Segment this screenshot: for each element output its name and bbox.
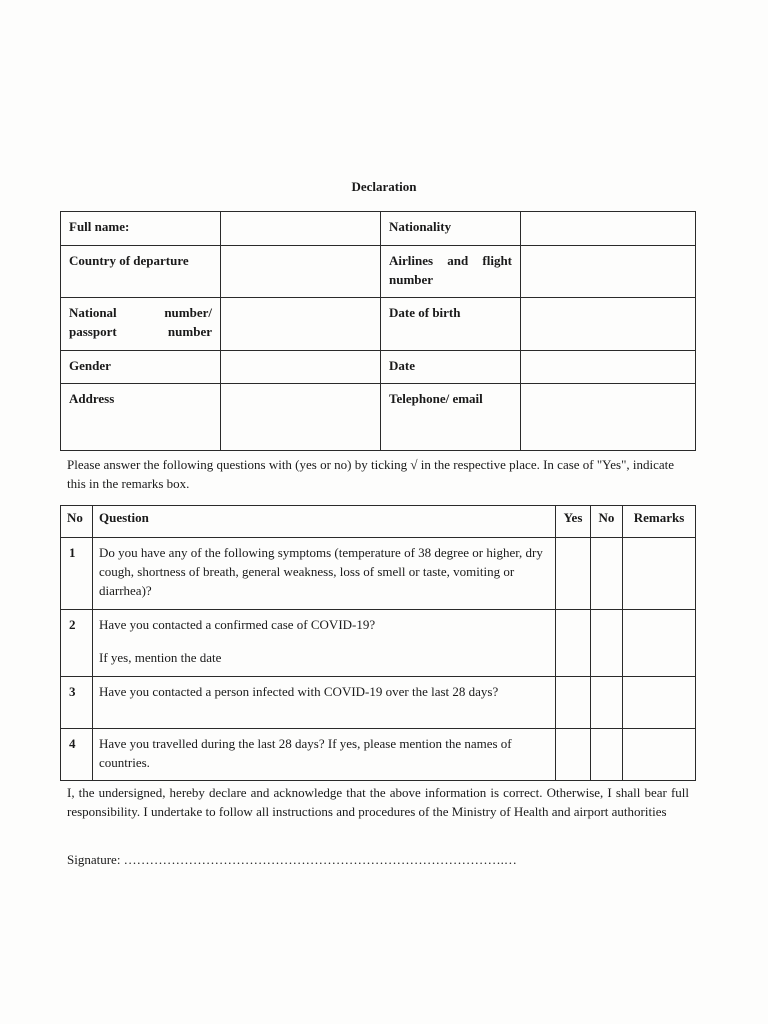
question-text (93, 610, 556, 677)
questions-table (60, 505, 696, 781)
header-no-answer: No (591, 506, 623, 538)
question-row (61, 538, 696, 610)
header-yes: Yes (556, 506, 591, 538)
question-number: 2 (61, 610, 93, 677)
airlines-flight-field[interactable] (521, 246, 696, 298)
yes-checkbox-cell[interactable] (556, 729, 591, 781)
question-main-text: Have you contacted a confirmed case of COVID-19? (99, 617, 376, 632)
question-sub-text: If yes, mention the date (99, 650, 222, 665)
question-number: 3 (61, 677, 93, 729)
document-title: Declaration (351, 179, 417, 194)
declaration-text: I, the undersigned, hereby declare and acknowledge that the above information is correct. Otherwise, I shall bear full responsibility. I undertake to follow all instructions and procedures of the Ministry of Health and airport authorities (67, 785, 689, 819)
info-row-departure (61, 246, 696, 298)
question-text: Have you contacted a person infected with COVID-19 over the last 28 days? (93, 677, 556, 729)
question-row (61, 610, 696, 677)
question-text: Do you have any of the following symptoms (temperature of 38 degree or higher, dry cough, shortness of breath, general weakness, loss of smell or taste, vomiting or diarrhea)? (93, 538, 556, 610)
instructions-text: Please answer the following questions with (yes or no) by ticking √ in the respective place. In case of "Yes", indicate this in the remarks box. (67, 457, 675, 491)
remarks-cell[interactable] (623, 729, 696, 781)
personal-info-table (60, 211, 696, 451)
no-checkbox-cell[interactable] (591, 677, 623, 729)
no-checkbox-cell[interactable] (591, 538, 623, 610)
gender-label: Gender (61, 351, 221, 384)
address-label: Address (61, 384, 221, 451)
gender-field[interactable] (221, 351, 381, 384)
country-of-departure-field[interactable] (221, 246, 381, 298)
no-checkbox-cell[interactable] (591, 729, 623, 781)
date-label: Date (381, 351, 521, 384)
question-number: 1 (61, 538, 93, 610)
header-question: Question (93, 506, 556, 538)
info-row-passport (61, 298, 696, 351)
question-row (61, 677, 696, 729)
national-passport-number-label: National number/ passport number (61, 298, 221, 351)
signature-line[interactable]: Signature: …………………………………………………………………………….… (67, 852, 517, 867)
question-text: Have you travelled during the last 28 days? If yes, please mention the names of countries. (93, 729, 556, 781)
yes-checkbox-cell[interactable] (556, 538, 591, 610)
question-row (61, 729, 696, 781)
nationality-label: Nationality (381, 212, 521, 246)
telephone-email-field[interactable] (521, 384, 696, 451)
date-field[interactable] (521, 351, 696, 384)
info-row-fullname (61, 212, 696, 246)
remarks-cell[interactable] (623, 610, 696, 677)
info-row-gender (61, 351, 696, 384)
yes-checkbox-cell[interactable] (556, 677, 591, 729)
question-number: 4 (61, 729, 93, 781)
country-of-departure-label: Country of departure (61, 246, 221, 298)
yes-checkbox-cell[interactable] (556, 610, 591, 677)
full-name-field[interactable] (221, 212, 381, 246)
info-row-address (61, 384, 696, 451)
remarks-cell[interactable] (623, 677, 696, 729)
questions-header-row (61, 506, 696, 538)
nationality-field[interactable] (521, 212, 696, 246)
full-name-label: Full name: (61, 212, 221, 246)
date-of-birth-label: Date of birth (381, 298, 521, 351)
remarks-cell[interactable] (623, 538, 696, 610)
date-of-birth-field[interactable] (521, 298, 696, 351)
header-no: No (61, 506, 93, 538)
telephone-email-label: Telephone/ email (381, 384, 521, 451)
header-remarks: Remarks (623, 506, 696, 538)
address-field[interactable] (221, 384, 381, 451)
no-checkbox-cell[interactable] (591, 610, 623, 677)
airlines-flight-label: Airlines and flight number (381, 246, 521, 298)
national-passport-number-field[interactable] (221, 298, 381, 351)
